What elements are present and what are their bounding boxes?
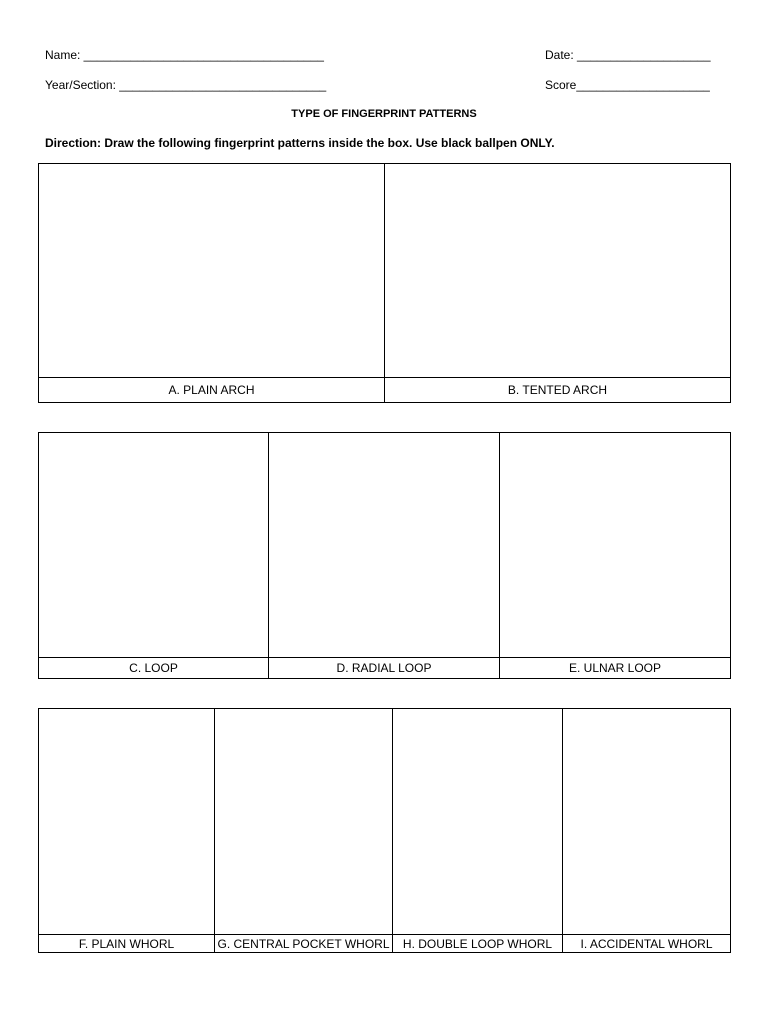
year-section-field[interactable]: Year/Section: _______________________________ xyxy=(45,78,327,92)
drawing-box-plain-whorl[interactable] xyxy=(39,709,215,935)
date-field[interactable]: Date: ____________________ xyxy=(545,48,711,62)
drawing-box-loop[interactable] xyxy=(39,433,269,658)
score-field[interactable]: Score____________________ xyxy=(545,78,710,92)
drawing-box-plain-arch[interactable] xyxy=(39,164,385,378)
name-field[interactable]: Name: ____________________________________ xyxy=(45,48,324,62)
box-label-loop: C. LOOP xyxy=(39,658,269,679)
box-label-radial-loop: D. RADIAL LOOP xyxy=(269,658,500,679)
box-label-plain-whorl: F. PLAIN WHORL xyxy=(39,935,215,953)
arch-table xyxy=(38,163,731,403)
drawing-box-accidental-whorl[interactable] xyxy=(563,709,731,935)
drawing-box-central-pocket-whorl[interactable] xyxy=(215,709,393,935)
drawing-box-ulnar-loop[interactable] xyxy=(500,433,731,658)
box-label-plain-arch: A. PLAIN ARCH xyxy=(39,378,385,403)
loop-table xyxy=(38,432,731,679)
drawing-box-tented-arch[interactable] xyxy=(385,164,731,378)
box-label-double-loop-whorl: H. DOUBLE LOOP WHORL xyxy=(393,935,563,953)
box-label-tented-arch: B. TENTED ARCH xyxy=(385,378,731,403)
box-label-central-pocket-whorl: G. CENTRAL POCKET WHORL xyxy=(215,935,393,953)
box-label-accidental-whorl: I. ACCIDENTAL WHORL xyxy=(563,935,731,953)
direction-text: Direction: Draw the following fingerprint patterns inside the box. Use black ballpen ONLY. xyxy=(45,136,555,150)
box-label-ulnar-loop: E. ULNAR LOOP xyxy=(500,658,731,679)
drawing-box-double-loop-whorl[interactable] xyxy=(393,709,563,935)
whorl-table xyxy=(38,708,731,953)
page-title: TYPE OF FINGERPRINT PATTERNS xyxy=(291,108,477,120)
drawing-box-radial-loop[interactable] xyxy=(269,433,500,658)
